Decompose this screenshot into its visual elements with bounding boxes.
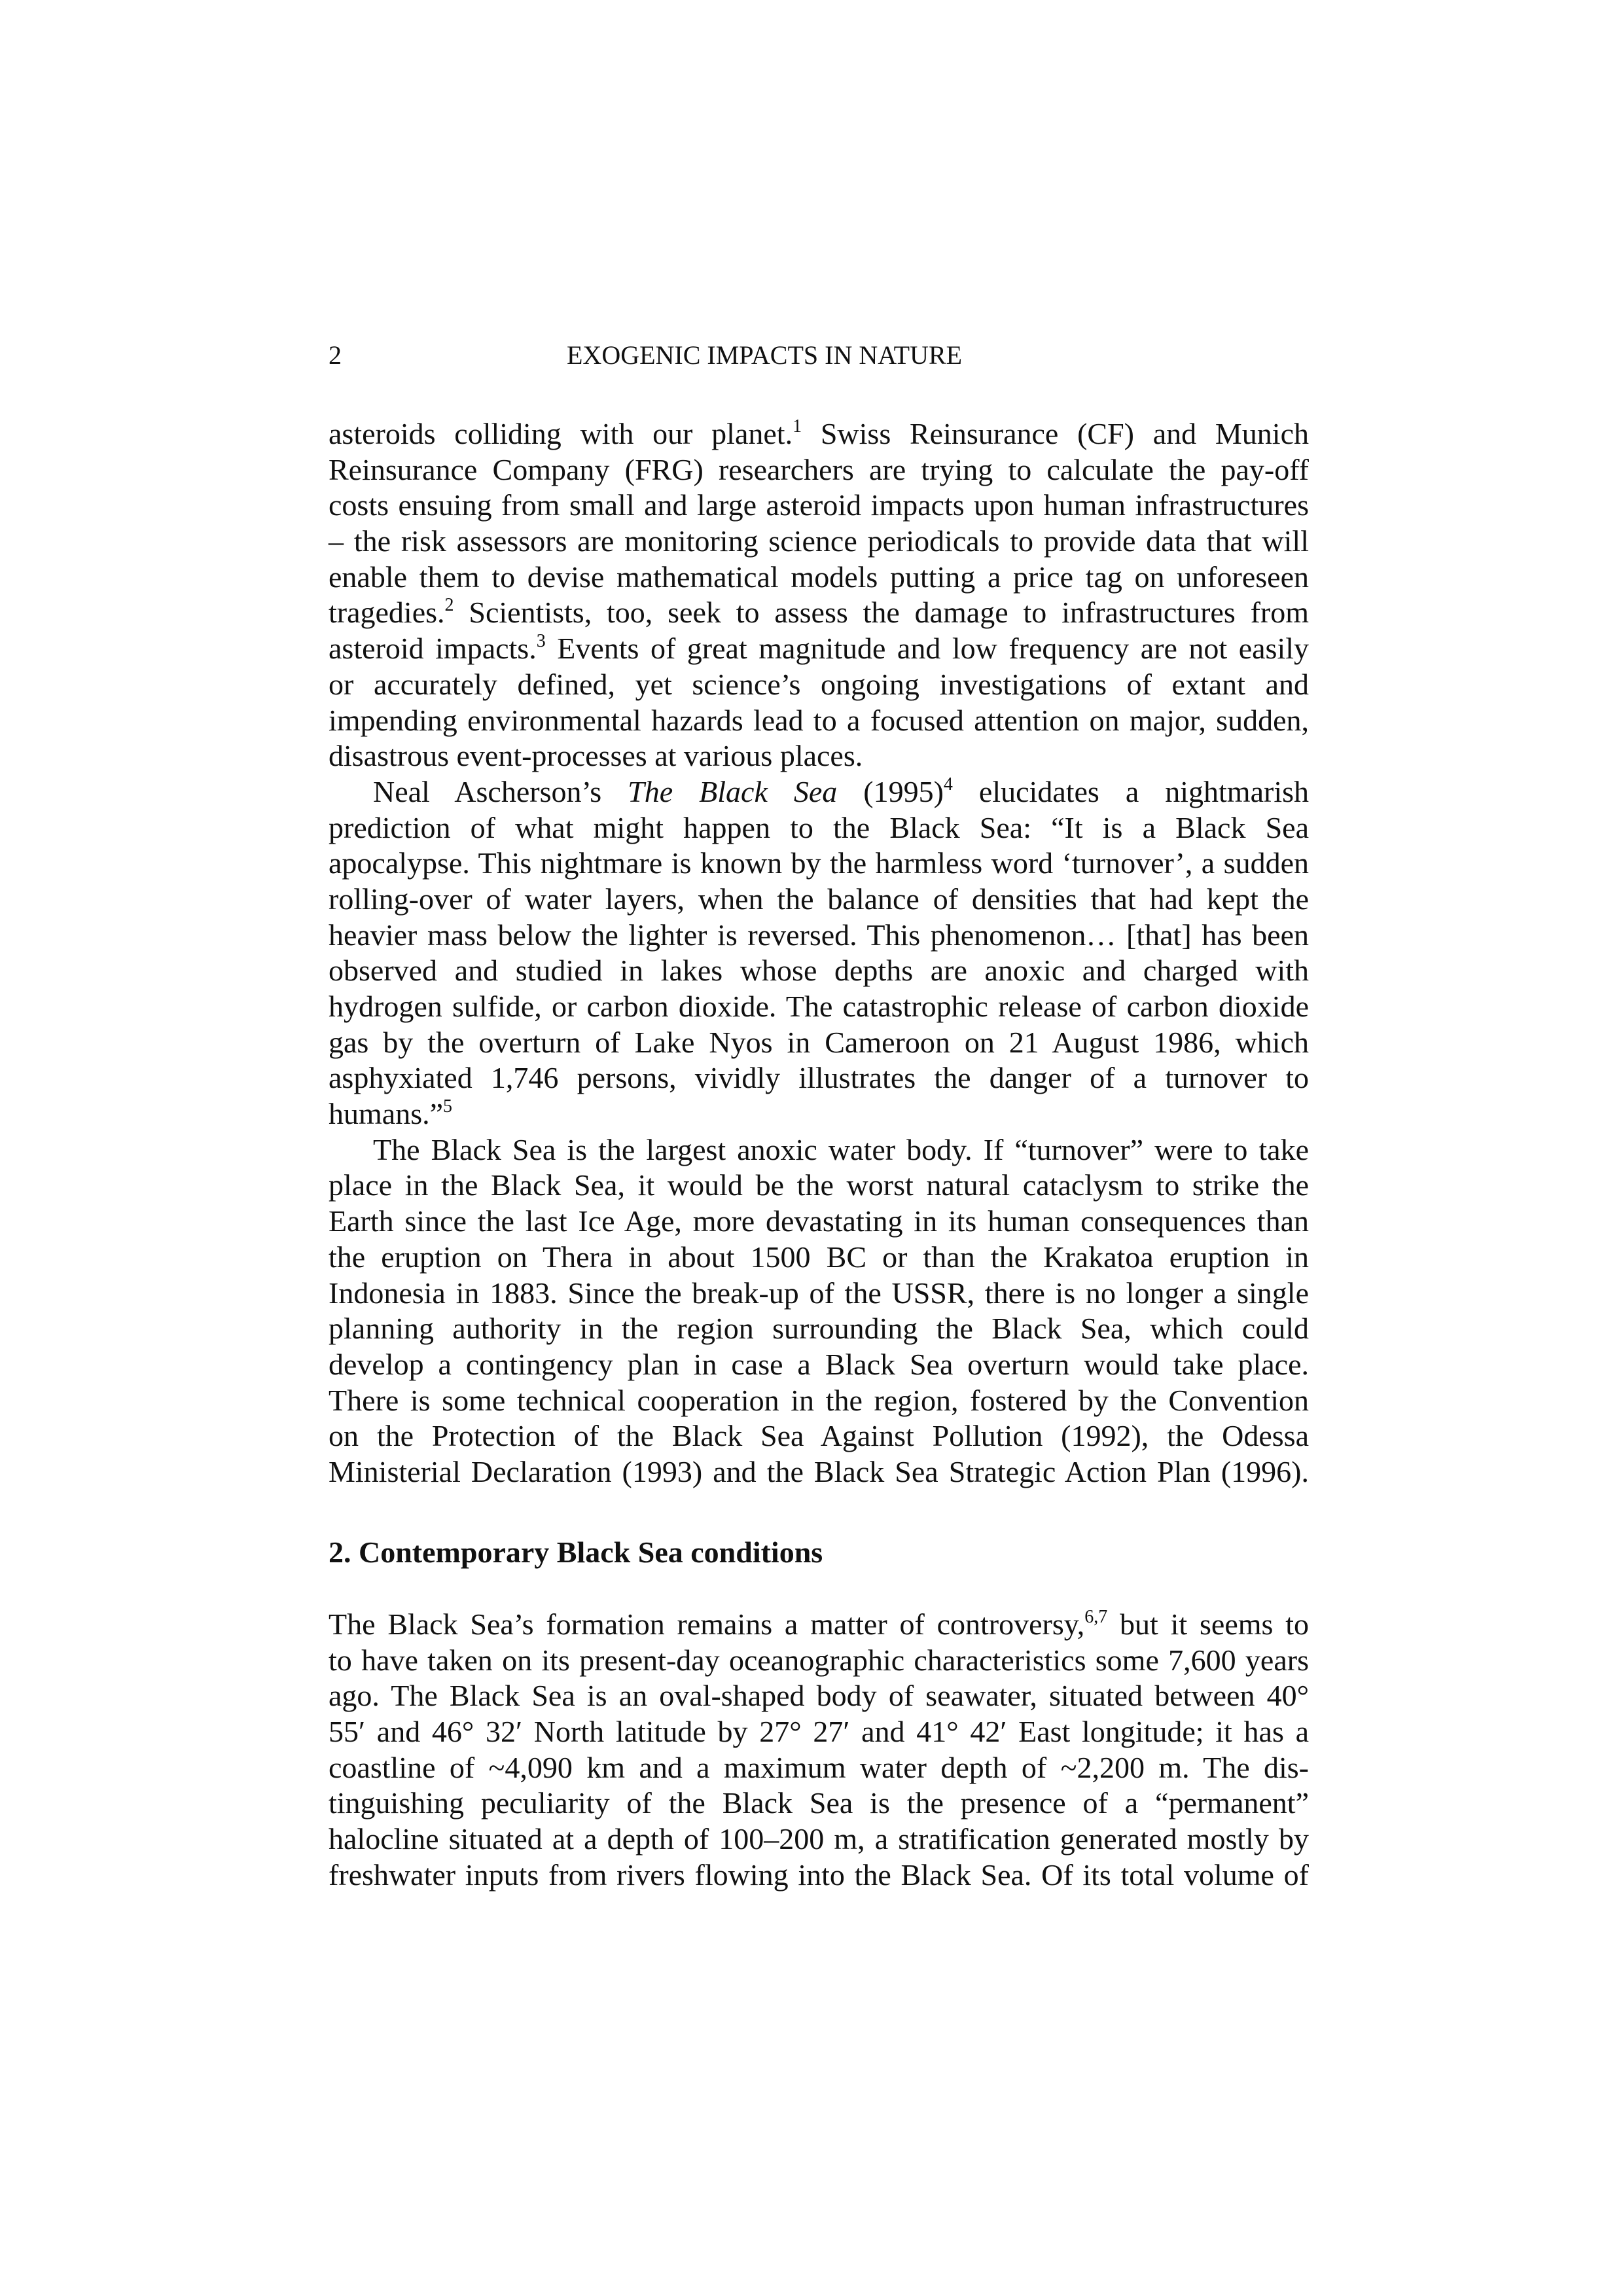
text-line — [329, 1383, 1309, 1419]
text-segment: but it seems to — [1107, 1607, 1310, 1641]
footnote-marker: 1 — [793, 416, 802, 437]
footnote-marker: 5 — [443, 1096, 453, 1117]
text-segment: hydrogen sulfide, or carbon dioxide. The catastrophic release of carbon dioxide — [329, 990, 1309, 1023]
text-segment: asteroid impacts. — [329, 632, 537, 666]
text-segment: rolling-over of water layers, when the balance of densities that had kept the — [329, 882, 1309, 916]
text-segment: tinguishing peculiarity of the Black Sea is the presence of a “permanent” — [329, 1786, 1309, 1820]
text-line — [329, 1311, 1309, 1347]
text-segment: observed and studied in lakes whose depths are anoxic and charged with — [329, 954, 1309, 988]
text-segment: Earth since the last Ice Age, more devastating in its human consequences than — [329, 1204, 1309, 1238]
text-segment: Swiss Reinsurance (CF) and Munich — [802, 417, 1310, 450]
text-segment: the eruption on Thera in about 1500 BC or than the Krakatoa eruption in — [329, 1240, 1309, 1274]
text-line — [329, 1418, 1309, 1454]
text-segment: Reinsurance Company (FRG) researchers are trying to calculate the pay-off — [329, 452, 1309, 486]
text-line — [329, 953, 1309, 989]
text-line — [329, 1168, 1309, 1204]
text-line — [329, 416, 1309, 452]
text-line — [329, 667, 1309, 703]
text-line — [329, 703, 1309, 739]
text-line — [329, 1347, 1309, 1383]
text-segment: There is some technical cooperation in the region, fostered by the Convention — [329, 1383, 1309, 1417]
text-line — [329, 1060, 1309, 1096]
text-segment: planning authority in the region surrounding the Black Sea, which could — [329, 1312, 1309, 1346]
text-segment: enable them to devise mathematical models putting a price tag on unforeseen — [329, 560, 1309, 594]
text-line — [329, 488, 1309, 524]
text-line — [329, 1240, 1309, 1276]
text-line — [329, 1821, 1309, 1857]
text-line — [329, 1678, 1309, 1714]
text-line — [329, 1132, 1309, 1168]
text-segment: develop a contingency plan in case a Black Sea overturn would take place. — [329, 1347, 1309, 1381]
text-segment: – the risk assessors are monitoring science periodicals to provide data that will — [329, 524, 1309, 558]
section-body-text — [329, 1607, 1309, 1893]
text-segment: Events of great magnitude and low frequency are not easily — [545, 632, 1310, 666]
text-segment: (1995) — [837, 774, 944, 808]
text-line — [329, 989, 1309, 1025]
footnote-marker: 6,7 — [1084, 1607, 1108, 1627]
text-segment: Ministerial Declaration (1993) and the Black Sea Strategic Action Plan (1996). — [329, 1454, 1309, 1488]
text-segment: asphyxiated 1,746 persons, vividly illustrates the danger of a turnover to — [329, 1061, 1309, 1095]
text-line — [329, 738, 1309, 774]
section-heading: 2. Contemporary Black Sea conditions — [329, 1535, 823, 1569]
text-line — [329, 1750, 1309, 1786]
text-segment: place in the Black Sea, it would be the worst natural cataclysm to strike the — [329, 1168, 1309, 1202]
text-line — [329, 1607, 1309, 1643]
text-line — [329, 1276, 1309, 1312]
text-line — [329, 1785, 1309, 1821]
text-line — [329, 1025, 1309, 1061]
text-line — [329, 1643, 1309, 1679]
text-segment: prediction of what might happen to the Black Sea: “It is a Black Sea — [329, 810, 1309, 844]
text-segment: to have taken on its present-day oceanographic characteristics some 7,600 years — [329, 1643, 1309, 1677]
text-segment: costs ensuing from small and large asteroid impacts upon human infrastructures — [329, 488, 1309, 522]
text-line — [329, 1454, 1309, 1490]
text-line — [329, 452, 1309, 488]
text-segment: coastline of ~4,090 km and a maximum water depth of ~2,200 m. The dis- — [329, 1750, 1309, 1784]
text-line — [329, 560, 1309, 596]
body-text — [329, 416, 1309, 1490]
text-line — [329, 846, 1309, 882]
text-segment: Indonesia in 1883. Since the break-up of the USSR, there is no longer a single — [329, 1276, 1309, 1310]
text-segment: disastrous event-processes at various places. — [329, 739, 863, 773]
book-title: The Black Sea — [628, 774, 838, 808]
text-segment: asteroids colliding with our planet. — [329, 417, 793, 450]
text-segment: heavier mass below the lighter is reversed. This phenomenon… [that] has been — [329, 918, 1309, 952]
text-segment: halocline situated at a depth of 100–200 m, a stratification generated mostly by — [329, 1822, 1309, 1856]
text-segment: humans.” — [329, 1097, 444, 1131]
text-segment: gas by the overturn of Lake Nyos in Cameroon on 21 August 1986, which — [329, 1025, 1309, 1059]
footnote-marker: 2 — [444, 595, 454, 616]
text-segment: The Black Sea’s formation remains a matter of controversy, — [329, 1607, 1085, 1641]
footnote-marker: 4 — [943, 774, 953, 795]
text-segment: 55′ and 46° 32′ North latitude by 27° 27′ and 41° 42′ East longitude; it has a — [329, 1715, 1309, 1749]
text-segment: or accurately defined, yet science’s ongoing investigations of extant and — [329, 667, 1309, 701]
footnote-marker: 3 — [536, 631, 546, 652]
text-segment: Scientists, too, seek to assess the damage to infrastructures from — [454, 596, 1309, 630]
text-line — [329, 1204, 1309, 1240]
text-line — [329, 918, 1309, 954]
text-segment: on the Protection of the Black Sea Against Pollution (1992), the Odessa — [329, 1419, 1309, 1453]
text-segment: ago. The Black Sea is an oval-shaped body of seawater, situated between 40° — [329, 1679, 1309, 1713]
text-line — [329, 524, 1309, 560]
text-segment: elucidates a nightmarish — [952, 774, 1309, 808]
text-line — [329, 1714, 1309, 1750]
text-segment: impending environmental hazards lead to a focused attention on major, sudden, — [329, 703, 1309, 737]
running-header: EXOGENIC IMPACTS IN NATURE — [567, 340, 963, 370]
text-line — [329, 882, 1309, 918]
text-segment: apocalypse. This nightmare is known by the harmless word ‘turnover’, a sudden — [329, 846, 1309, 880]
text-line — [329, 1096, 1309, 1132]
text-line — [329, 631, 1309, 667]
page-number: 2 — [329, 340, 342, 370]
text-segment: The Black Sea is the largest anoxic water body. If “turnover” were to take — [373, 1132, 1309, 1166]
text-line — [329, 1857, 1309, 1893]
text-line — [329, 810, 1309, 846]
text-line — [329, 595, 1309, 631]
text-segment: tragedies. — [329, 596, 445, 630]
text-segment: freshwater inputs from rivers flowing into the Black Sea. Of its total volume of — [329, 1857, 1309, 1892]
text-line — [329, 774, 1309, 810]
text-segment: Neal Ascherson’s — [373, 774, 628, 808]
